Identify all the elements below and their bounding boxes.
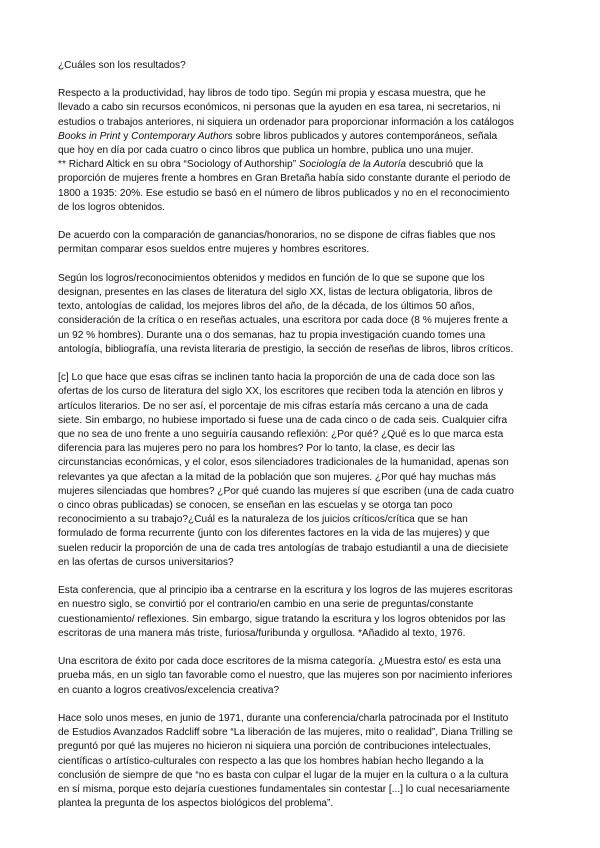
text-line: en cuanto a logros creativos/excelencia creativa?	[58, 684, 280, 696]
text-line: en sí misma, porque esto dejaría cuestiones fundamentales sin contestar [...] lo cual necesariamente	[58, 784, 510, 796]
text-line: conclusión de siempre de que “no es basta con culpar el lugar de la mujer en la cultura o a la cultura	[58, 769, 509, 781]
text-line: mujeres silenciadas que hombres? ¿Por qué cuando las mujeres sí que escriben (una de cada cuatro	[58, 485, 514, 497]
text-segment: y	[120, 130, 132, 142]
text-line: de los logros obtenidos.	[58, 201, 165, 213]
text-line: plantea la pregunta de los aspectos biológicos del problema”.	[58, 798, 334, 810]
text-line: en las ofertas de cursos universitarios?	[58, 556, 234, 568]
text-line: estudios o trabajos anteriores, ni siquiera un ordenador para proporcionar información a los catálogos	[58, 116, 514, 128]
text-line: proporción de mujeres frente a hombres en Gran Bretaña había sido constante durante el periodo de	[58, 173, 511, 185]
text-segment: ** Richard Altick en su obra “Sociology of Authorship”	[58, 159, 299, 171]
text-segment: sobre libros publicados y autores contemporáneos, señala	[232, 130, 498, 142]
text-line: 1800 a 1935: 20%. Ese estudio se basó en el número de libros publicados y no en el reconocimiento	[58, 187, 510, 199]
text-line: suelen reducir la proporción de una de cada tres antologías de trabajo estudiantil a una de diecisiete	[58, 542, 509, 554]
text-line: preguntó por qué las mujeres no hicieron ni siquiera una porción de contribuciones intelectuales,	[58, 741, 491, 753]
text-line: De acuerdo con la comparación de ganancias/honorarios, no se dispone de cifras fiables que nos	[58, 230, 496, 242]
document-page	[58, 59, 550, 811]
text-line: un 92 % hombres). Durante una o dos semanas, haz tu propia investigación cuando tomes una	[58, 329, 486, 341]
paragraph	[58, 584, 550, 641]
paragraph	[58, 371, 550, 570]
text-line: Una escritora de éxito por cada doce escritores de la misma categoría. ¿Muestra esto/ es esta una	[58, 656, 501, 668]
text-line: texto, antologías de calidad, los mejores libros del año, de la década, de los últimos 50 años,	[58, 301, 475, 313]
text-line: [c] Lo que hace que esas cifras se inclinen tanto hacia la proporción de una de cada doce son las	[58, 372, 495, 384]
text-line: reconocimiento a su trabajo?¿Cuál es la naturaleza de los juicios críticos/crítica que se han	[58, 514, 468, 526]
text-line: permitan comparar esos sueldos entre mujeres y hombres escritores.	[58, 244, 370, 256]
paragraph	[58, 712, 550, 811]
text-line: Respecto a la productividad, hay libros de todo tipo. Según mi propia y escasa muestra, que he	[58, 88, 486, 100]
paragraph	[58, 655, 550, 698]
text-line: cuestionamiento/ reflexiones. Sin embargo, sigue tratando la escritura y los logros obtenidos por las	[58, 613, 506, 625]
document-body	[58, 87, 550, 811]
text-line	[58, 158, 550, 172]
text-line: Esta conferencia, que al principio iba a centrarse en la escritura y los logros de las mujeres escritoras	[58, 585, 513, 597]
text-line: designan, presentes en las clases de literatura del siglo XX, listas de lectura obligatoria, libros de	[58, 287, 493, 299]
text-line: consideración de la crítica o en reseñas actuales, una escritora por cada doce (8 % mujeres frente a	[58, 315, 508, 327]
text-line: que no sea de uno frente a uno seguiría causando reflexión: ¿Por qué? ¿Qué es lo que marca esta	[58, 429, 504, 441]
italic-title: Contemporary Authors	[131, 130, 233, 142]
text-line: llevado a cabo sin recursos económicos, ni personas que la ayuden en esa tarea, ni secretarios, ni	[58, 102, 501, 114]
text-line: relevantes ya que afectan a la mitad de la población que son mujeres. ¿Por qué hay muchas más	[58, 471, 496, 483]
text-line: científicas o artístico-culturales con respecto a las que los hombres habían hecho llegando a la	[58, 755, 484, 767]
text-line: formulado de forma recurrente (junto con los diferentes factores en la vida de las mujeres) y que	[58, 528, 490, 540]
text-line: prueba más, en un siglo tan favorable como el nuestro, que las mujeres son por nacimiento inferiores	[58, 670, 513, 682]
text-line: que hoy en día por cada cuatro o cinco libros que publica un hombre, publica uno una mujer.	[58, 145, 474, 157]
text-line: en nuestro siglo, se convirtió por el contrario/en cambio en una serie de preguntas/constante	[58, 599, 474, 611]
text-line: diferencia para las mujeres pero no para los hombres? Por lo tanto, la clase, es decir las	[58, 443, 455, 455]
text-line: Según los logros/reconocimientos obtenidos y medidos en función de lo que se supone que los	[58, 272, 485, 284]
paragraph	[58, 229, 550, 257]
text-line: artículos literarios. De no ser así, el porcentaje de mis cifras estaría más cercano a una de cada	[58, 400, 488, 412]
text-segment: descubrió que la	[406, 159, 484, 171]
text-line	[58, 130, 550, 144]
italic-title: Sociología de la Autoría	[298, 159, 407, 171]
italic-title: Books in Print	[58, 130, 121, 142]
text-line: circunstancias económicas, y el color, esos silenciadores tradicionales de la humanidad, apenas son	[58, 457, 509, 469]
text-line: escritoras de una manera más triste, furiosa/furibunda y orgullosa. *Añadido al texto, 1976.	[58, 627, 466, 639]
text-line: antología, bibliografía, una revista literaria de prestigio, la sección de reseñas de libros, libros críticos.	[58, 343, 514, 355]
text-line: siete. Sin embargo, no hubiese importado si fuese una de cada cinco o de cada seis. Cualquier cifra	[58, 414, 508, 426]
paragraph	[58, 272, 550, 357]
text-line: ofertas de los curso de literatura del siglo XX, los escritores que reciben toda la atención en libros y	[58, 386, 504, 398]
paragraph	[58, 87, 550, 215]
section-heading: ¿Cuáles son los resultados?	[58, 60, 186, 71]
text-line: Hace solo unos meses, en junio de 1971, durante una conferencia/charla patrocinada por el Instituto	[58, 713, 509, 725]
text-line: de Estudios Avanzados Radcliff sobre “La liberación de las mujeres, mito o realidad”, Diana Trilling se	[58, 727, 513, 739]
text-line: o cinco obras publicadas) se conocen, se enseñan en las escuelas y se otorga tan poco	[58, 500, 453, 512]
